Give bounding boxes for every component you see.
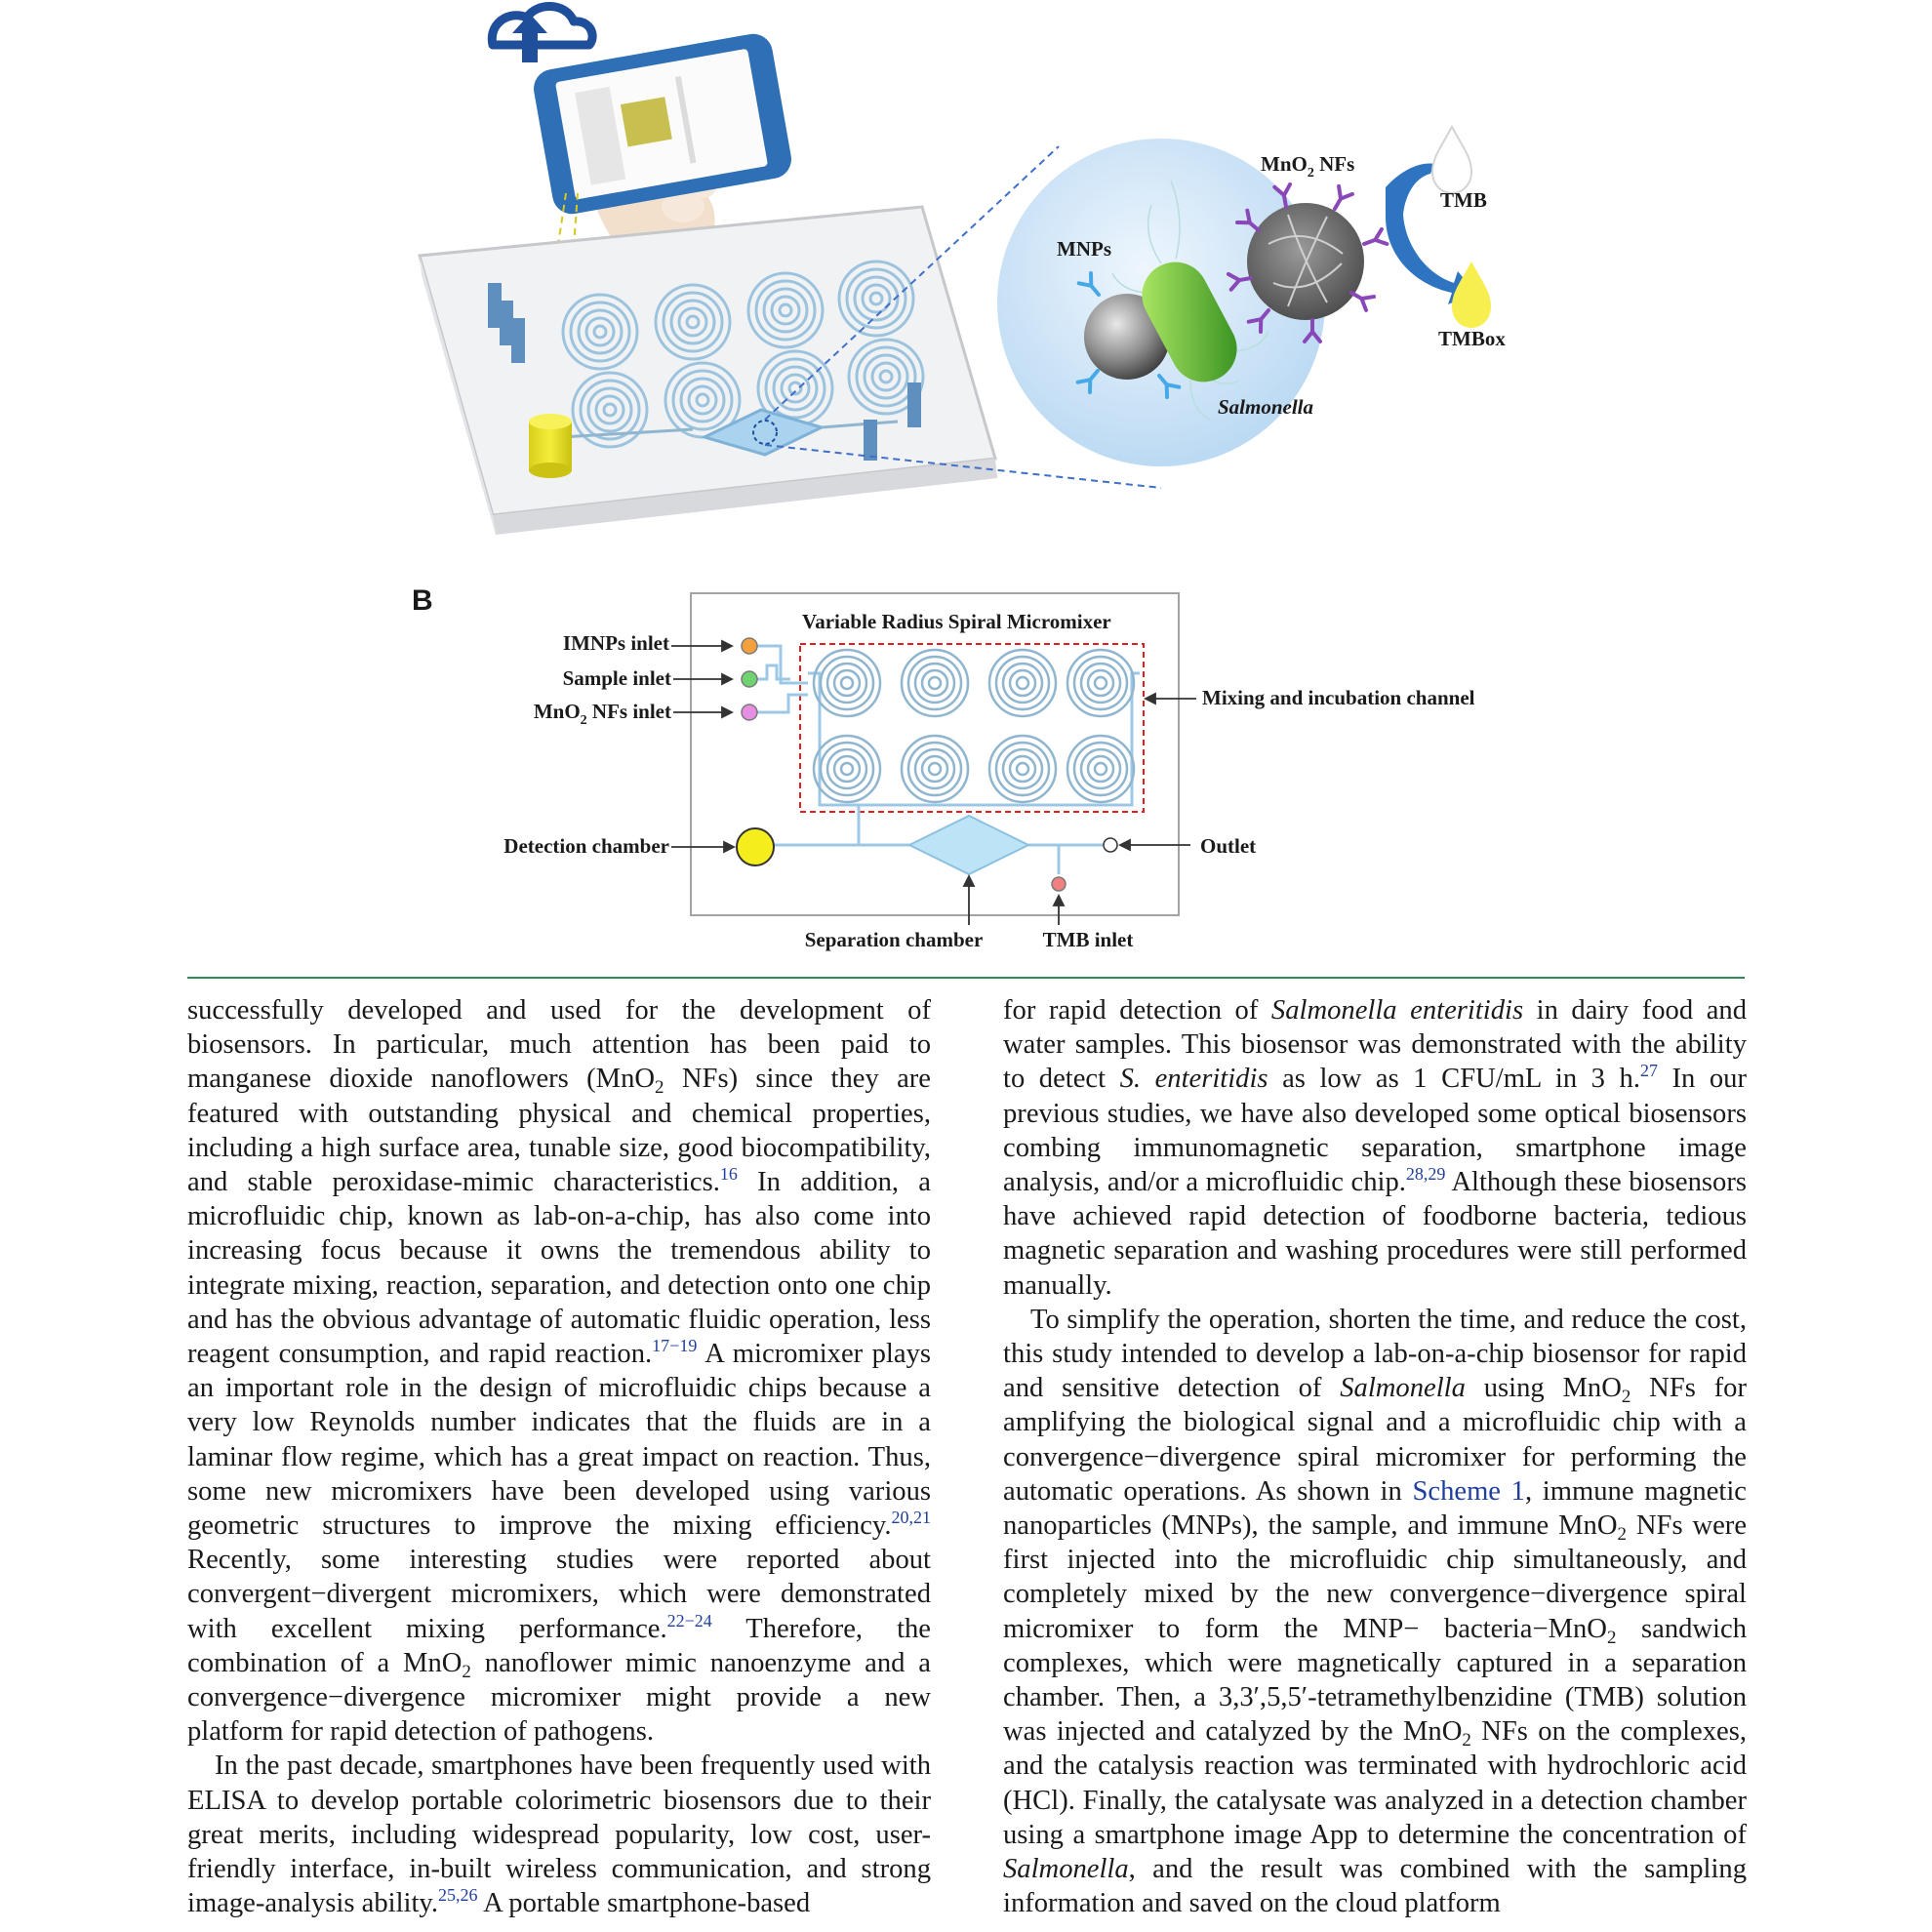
- paragraph: In the past decade, smartphones have been frequently used with ELISA to develop portable colorimetric biosensors due to their great merits, including widespread popularity, low cost, user-friendly interface, in-built wireless communication, and strong image-analysis ability.$^{25,26}$ A portable smartphone-based: [187, 1751, 931, 1919]
- schematic-title: Variable Radius Spiral Micromixer: [802, 610, 1111, 633]
- sample-inlet-dot: [742, 671, 757, 687]
- mno2-nanoflower-icon: [1247, 203, 1364, 320]
- label-tmbox: TMBox: [1438, 327, 1506, 350]
- magnified-complex-illustration: [997, 139, 1387, 466]
- body-column-left: [187, 993, 931, 1920]
- detection-chamber-dot: [737, 828, 774, 865]
- label-detection-chamber: Detection chamber: [503, 834, 669, 858]
- citation-link[interactable]: 27: [1639, 1061, 1658, 1081]
- label-imnps-inlet: IMNPs inlet: [562, 631, 669, 655]
- label-tmb: TMB: [1440, 188, 1487, 212]
- cloud-upload-icon: [492, 6, 592, 62]
- citation-link[interactable]: 16: [719, 1164, 738, 1185]
- tmb-drop-icon: [1432, 127, 1471, 193]
- microfluidic-chip-illustration: [420, 207, 997, 535]
- paragraph: for rapid detection of Salmonella enteritidis in dairy food and water samples. This biosensor was demonstrated with the ability to detect S. enteritidis as low as 1 CFU/mL in 3 h.$^{27}$ In our previous studies, we have also developed some optical biosensors combing immunomagnetic separation, smartphone image analysis, and/or a microfluidic chip.$^{28,29}$ Although these biosensors have achieved rapid detection of foodborne bacteria, tedious magnetic separation and washing procedures were still performed manually.: [1003, 995, 1747, 1301]
- imnps-inlet-dot: [742, 638, 757, 654]
- citation-link[interactable]: 22−24: [666, 1610, 712, 1630]
- label-outlet: Outlet: [1200, 834, 1257, 858]
- label-salmonella: Salmonella: [1218, 395, 1314, 419]
- label-mno2-nfs: MnO$_2$ NFs: [1261, 152, 1355, 181]
- section-divider: [187, 977, 1745, 979]
- panel-b-letter: B: [412, 584, 433, 617]
- body-column-right: [1003, 993, 1747, 1920]
- citation-link[interactable]: 25,26: [438, 1885, 478, 1906]
- label-separation-chamber: Separation chamber: [804, 928, 984, 951]
- smartphone-icon: [531, 31, 794, 218]
- paragraph: To simplify the operation, shorten the time, and reduce the cost, this study intended to develop a lab-on-a-chip biosensor for rapid and sensitive detection of Salmonella using MnO$_2$ NFs for amplifying the biological signal and a microfluidic chip with a convergence−divergence spiral micromixer for performing the automatic operations. As shown in Scheme 1, immune magnetic nanoparticles (MNPs), the sample, and immune MnO$_2$ NFs were first injected into the microfluidic chip simultaneously, and completely mixed by the new convergence−divergence spiral micromixer to form the MNP− bacteria−MnO$_2$ sandwich complexes, which were magnetically captured in a separation chamber. Then, a 3,3′,5,5′-tetramethylbenzidine (TMB) solution was injected and catalyzed by the MnO$_2$ NFs on the complexes, and the catalysis reaction was terminated with hydrochloric acid (HCl). Finally, the catalysate was analyzed in a detection chamber using a smartphone image App to determine the concentration of Salmonella, and the result was combined with the sampling information and saved on the cloud platform: [1003, 1304, 1748, 1919]
- mno2-inlet-dot: [742, 704, 757, 720]
- label-mixing-channel: Mixing and incubation channel: [1202, 686, 1475, 709]
- label-mnps: MNPs: [1057, 237, 1111, 261]
- outlet-dot: [1104, 838, 1117, 852]
- tmb-inlet-dot: [1052, 877, 1066, 891]
- label-sample-inlet: Sample inlet: [562, 666, 671, 690]
- micromixer-schematic: [691, 593, 1179, 915]
- citation-link[interactable]: 20,21: [891, 1508, 931, 1528]
- scheme-1-link[interactable]: Scheme 1: [1412, 1475, 1525, 1507]
- paragraph: successfully developed and used for the development of biosensors. In particular, much attention has been paid to manganese dioxide nanoflowers (MnO$_2$ NFs) since they are featured with outstanding physical and chemical properties, including a high surface area, tunable size, good biocompatibility, and stable peroxidase-mimic characteristics.$^{16}$ In addition, a microfluidic chip, known as lab-on-a-chip, has also come into increasing focus because it owns the tremendous ability to integrate mixing, reaction, separation, and detection onto one chip and has the obvious advantage of automatic fluidic operation, less reagent consumption, and rapid reaction.$^{17-19}$ A micromixer plays an important role in the design of microfluidic chips because a very low Reynolds number indicates that the fluids are in a laminar flow regime, which has a great impact on reaction. Thus, some new micromixers have been developed using various geometric structures to improve the mixing efficiency.$^{20,21}$ Recently, some interesting studies were reported about convergent−divergent micromixers, which were demonstrated with excellent mixing performance.$^{22-24}$ Therefore, the combination of a MnO$_2$ nanoflower mimic nanoenzyme and a convergence−divergence micromixer might provide a new platform for rapid detection of pathogens.: [187, 995, 931, 1748]
- citation-link[interactable]: 28,29: [1405, 1164, 1446, 1185]
- label-mno2-inlet: MnO$_2$ NFs inlet: [533, 700, 671, 728]
- citation-link[interactable]: 17−19: [652, 1336, 698, 1356]
- label-tmb-inlet: TMB inlet: [1042, 928, 1134, 951]
